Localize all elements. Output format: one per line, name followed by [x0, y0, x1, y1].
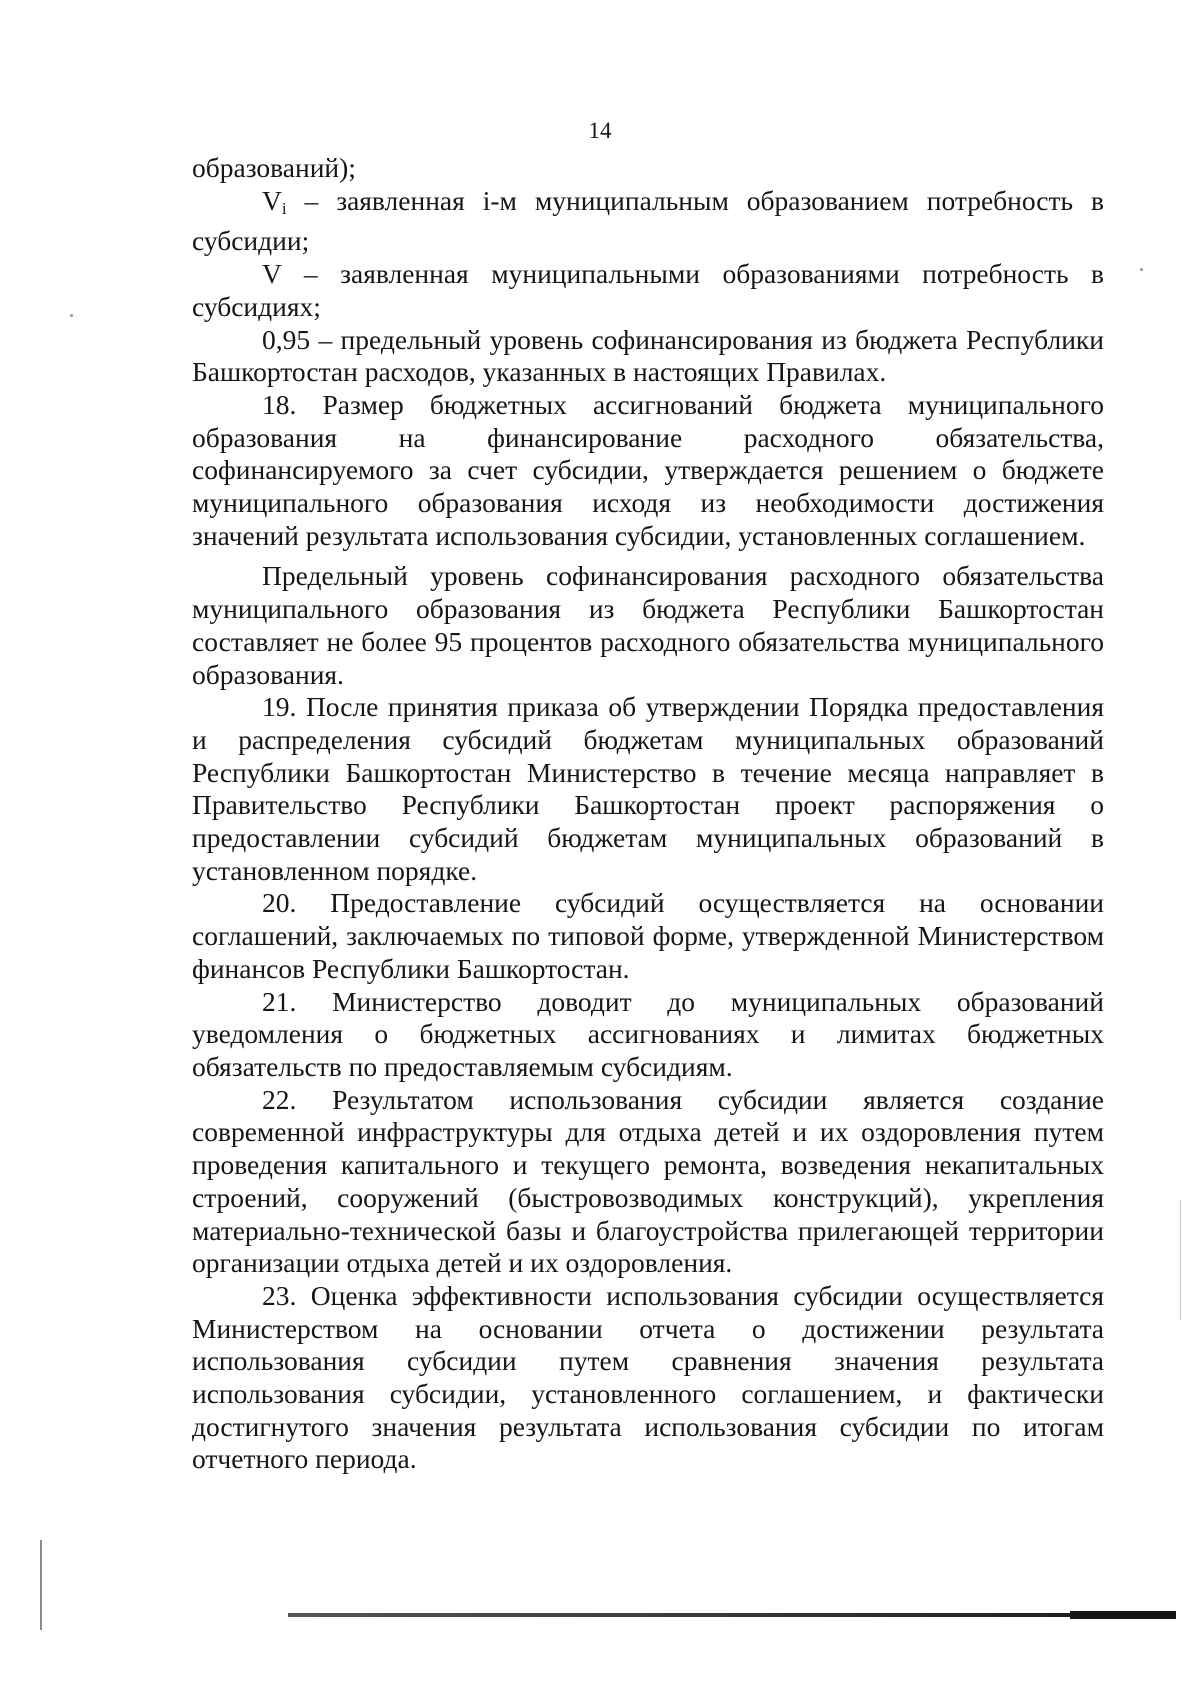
clause-18: 18. Размер бюджетных ассигнований бюджета муниципального образования на финансирование расходного обязательства, софинансируемого за счет субсидии, утверждается решением о бюджете муниципального образования исходя из необходимости достижения значений результата использования субсидии, установленных соглашением. [192, 388, 1104, 551]
document-body [192, 152, 1104, 1476]
scan-speck [1140, 268, 1143, 271]
scan-border-line [288, 1613, 1176, 1617]
scan-edge-mark [40, 1540, 42, 1630]
scan-edge-mark-right [1180, 1200, 1181, 1320]
definition-coefficient: 0,95 – предельный уровень софинансирования из бюджета Республики Башкортостан расходов, указанных в настоящих Правилах. [192, 323, 1104, 388]
paragraph-continuation: образований); [192, 152, 356, 183]
clause-20: 20. Предоставление субсидий осуществляется на основании соглашений, заключаемых по типовой форме, утвержденной Министерством финансов Республики Башкортостан. [192, 887, 1104, 984]
definition-v: V – заявленная муниципальными образованиями потребность в субсидиях; [192, 258, 1104, 322]
symbol-subscript-i: i [281, 198, 287, 218]
scan-border-edge [1070, 1611, 1176, 1619]
page-number: 14 [588, 118, 612, 143]
clause-22: 22. Результатом использования субсидии является создание современной инфраструктуры для отдыха детей и их оздоровления путем проведения капитального и текущего ремонта, возведения некапитальных строений, сооружений (быстровозводимых конструкций), укрепления материально-технической базы и благоустройства прилегающей территории организации отдыха детей и их оздоровления. [192, 1083, 1104, 1279]
definition-vi [192, 185, 1104, 258]
clause-21: 21. Министерство доводит до муниципальных образований уведомления о бюджетных ассигнованиях и лимитах бюджетных обязательств по предоставляемым субсидиям. [192, 985, 1104, 1082]
symbol-v: V [262, 184, 282, 216]
clause-19: 19. После принятия приказа об утверждении Порядка предоставления и распределения субсидий бюджетам муниципальных образований Республики Башкортостан Министерство в течение месяца направляет в Правительство Республики Башкортостан проект распоряжения о предоставлении субсидий бюджетам муниципальных образований в установленном порядке. [192, 691, 1104, 886]
clause-18-limit: Предельный уровень софинансирования расходного обязательства муниципального образования из бюджета Республики Башкортостан составляет не более 95 процентов расходного обязательства муниципального образования. [192, 560, 1104, 690]
definition-vi-text: – заявленная i-м муниципальным образованием потребность в субсидии; [192, 184, 1104, 257]
scan-speck [70, 314, 73, 317]
clause-23: 23. Оценка эффективности использования субсидии осуществляется Министерством на основании отчета о достижении результата использования субсидии путем сравнения значения результата использования субсидии, установленного соглашением, и фактически достигнутого значения результата использования субсидии по итогам отчетного периода. [192, 1279, 1104, 1475]
